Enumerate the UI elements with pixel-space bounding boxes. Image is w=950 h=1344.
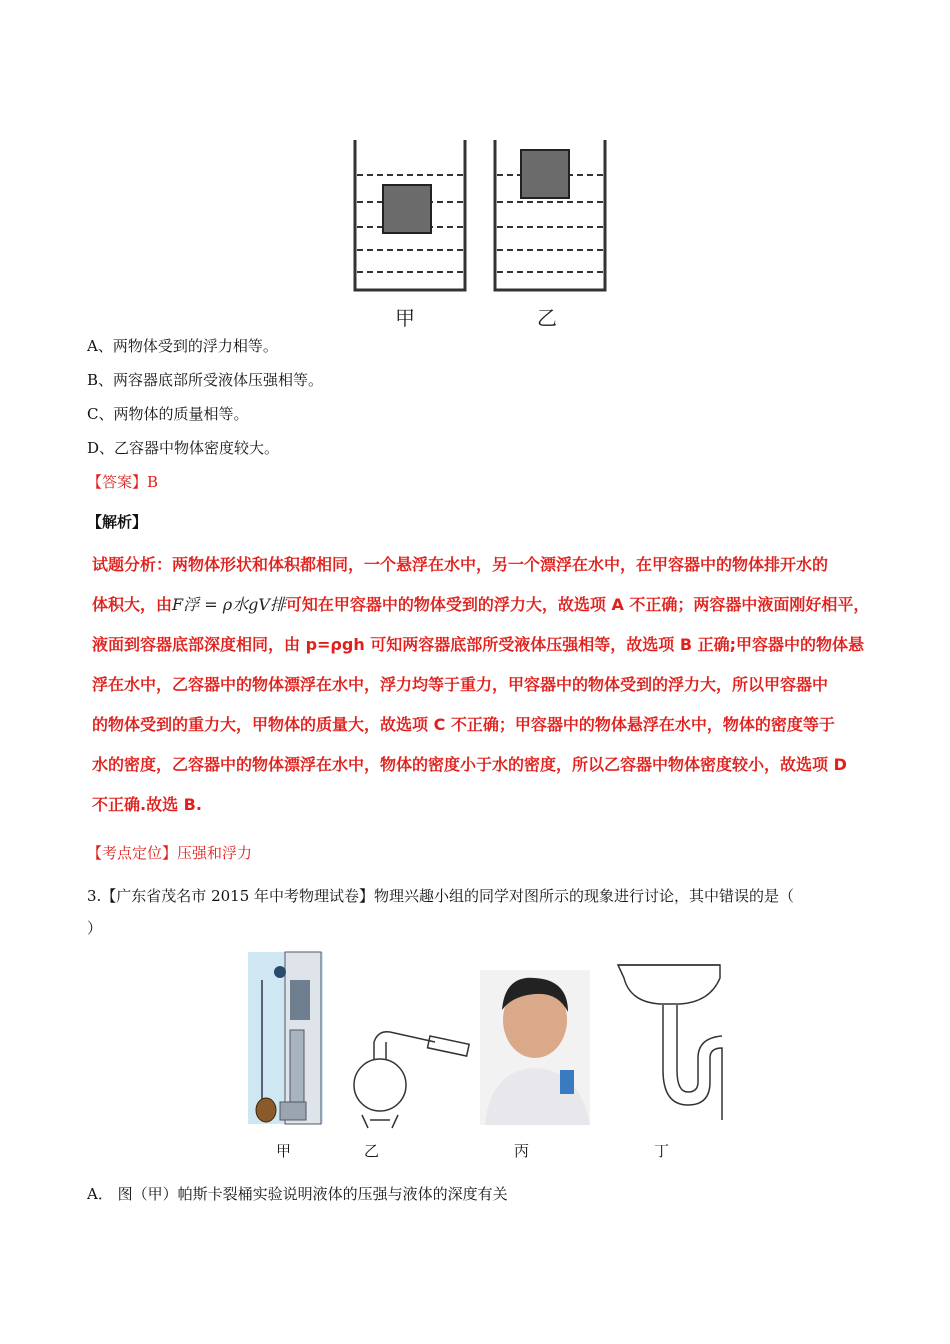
question-3-option-a: A． 图（甲）帕斯卡裂桶实验说明液体的压强与液体的深度有关 xyxy=(87,1185,508,1203)
figure2-caption-1: 甲 xyxy=(276,1142,292,1160)
figure2-caption-3: 丙 xyxy=(514,1142,530,1160)
boy-drinking-illustration xyxy=(480,970,590,1125)
suspended-block xyxy=(383,185,431,233)
containers-diagram xyxy=(345,130,615,300)
analysis-line-6: 水的密度，乙容器中的物体漂浮在水中，物体的密度小于水的密度，所以乙容器中物体密度较小，故选项 D xyxy=(92,755,847,774)
question-3 xyxy=(87,880,877,944)
flask-syringe-illustration xyxy=(354,1032,469,1128)
option-b: B、两容器底部所受液体压强相等。 xyxy=(87,371,324,389)
answer-label: 【答案】B xyxy=(87,473,159,491)
analysis-line-7: 不正确.故选 B. xyxy=(92,795,202,814)
option-c: C、两物体的质量相等。 xyxy=(87,405,249,423)
analysis-line-4: 浮在水中，乙容器中的物体漂浮在水中，浮力均等于重力，甲容器中的物体受到的浮力大，所以甲容器中 xyxy=(92,675,829,694)
option-a: A、两物体受到的浮力相等。 xyxy=(87,337,278,355)
analysis-line-1: 试题分析：两物体形状和体积都相同，一个悬浮在水中，另一个漂浮在水中，在甲容器中的物体排开水的 xyxy=(92,555,829,574)
illustrations-drawing xyxy=(240,950,730,1135)
figure1-label-left: 甲 xyxy=(395,306,415,330)
analysis-line-3: 液面到容器底部深度相同，由 p=ρgh 可知两容器底部所受液体压强相等，故选项 B 正确;甲容器中的物体悬 xyxy=(92,635,865,654)
analysis-line-2: 体积大，由F浮 = ρ水gV排可知在甲容器中的物体受到的浮力大，故选项 A 不正确；两容器中液面刚好相平， xyxy=(92,595,870,614)
figure1-label-right: 乙 xyxy=(537,306,557,330)
option-d: D、乙容器中物体密度较大。 xyxy=(87,439,280,457)
pascal-barrel-illustration xyxy=(248,952,323,1124)
kaodian-label: 【考点定位】压强和浮力 xyxy=(87,844,253,862)
figure2-caption-2: 乙 xyxy=(364,1142,380,1160)
figure-illustrations xyxy=(240,950,730,1160)
buoyancy-formula: F浮 = ρ水gV排 xyxy=(172,595,286,614)
analysis-label: 【解析】 xyxy=(87,513,148,531)
analysis-line-5: 的物体受到的重力大，甲物体的质量大，故选项 C 不正确；甲容器中的物体悬浮在水中，物体的密度等于 xyxy=(92,715,835,734)
question-3-line-1: 3.【广东省茂名市 2015 年中考物理试卷】物理兴趣小组的同学对图所示的现象进行讨论，其中错误的是（ xyxy=(87,887,795,905)
sink-trap-illustration xyxy=(618,965,730,1120)
figure-containers xyxy=(345,130,615,330)
analysis-text xyxy=(92,545,882,825)
floating-block xyxy=(521,150,569,198)
figure2-caption-4: 丁 xyxy=(654,1142,670,1160)
question-3-line-2: ） xyxy=(87,919,103,937)
